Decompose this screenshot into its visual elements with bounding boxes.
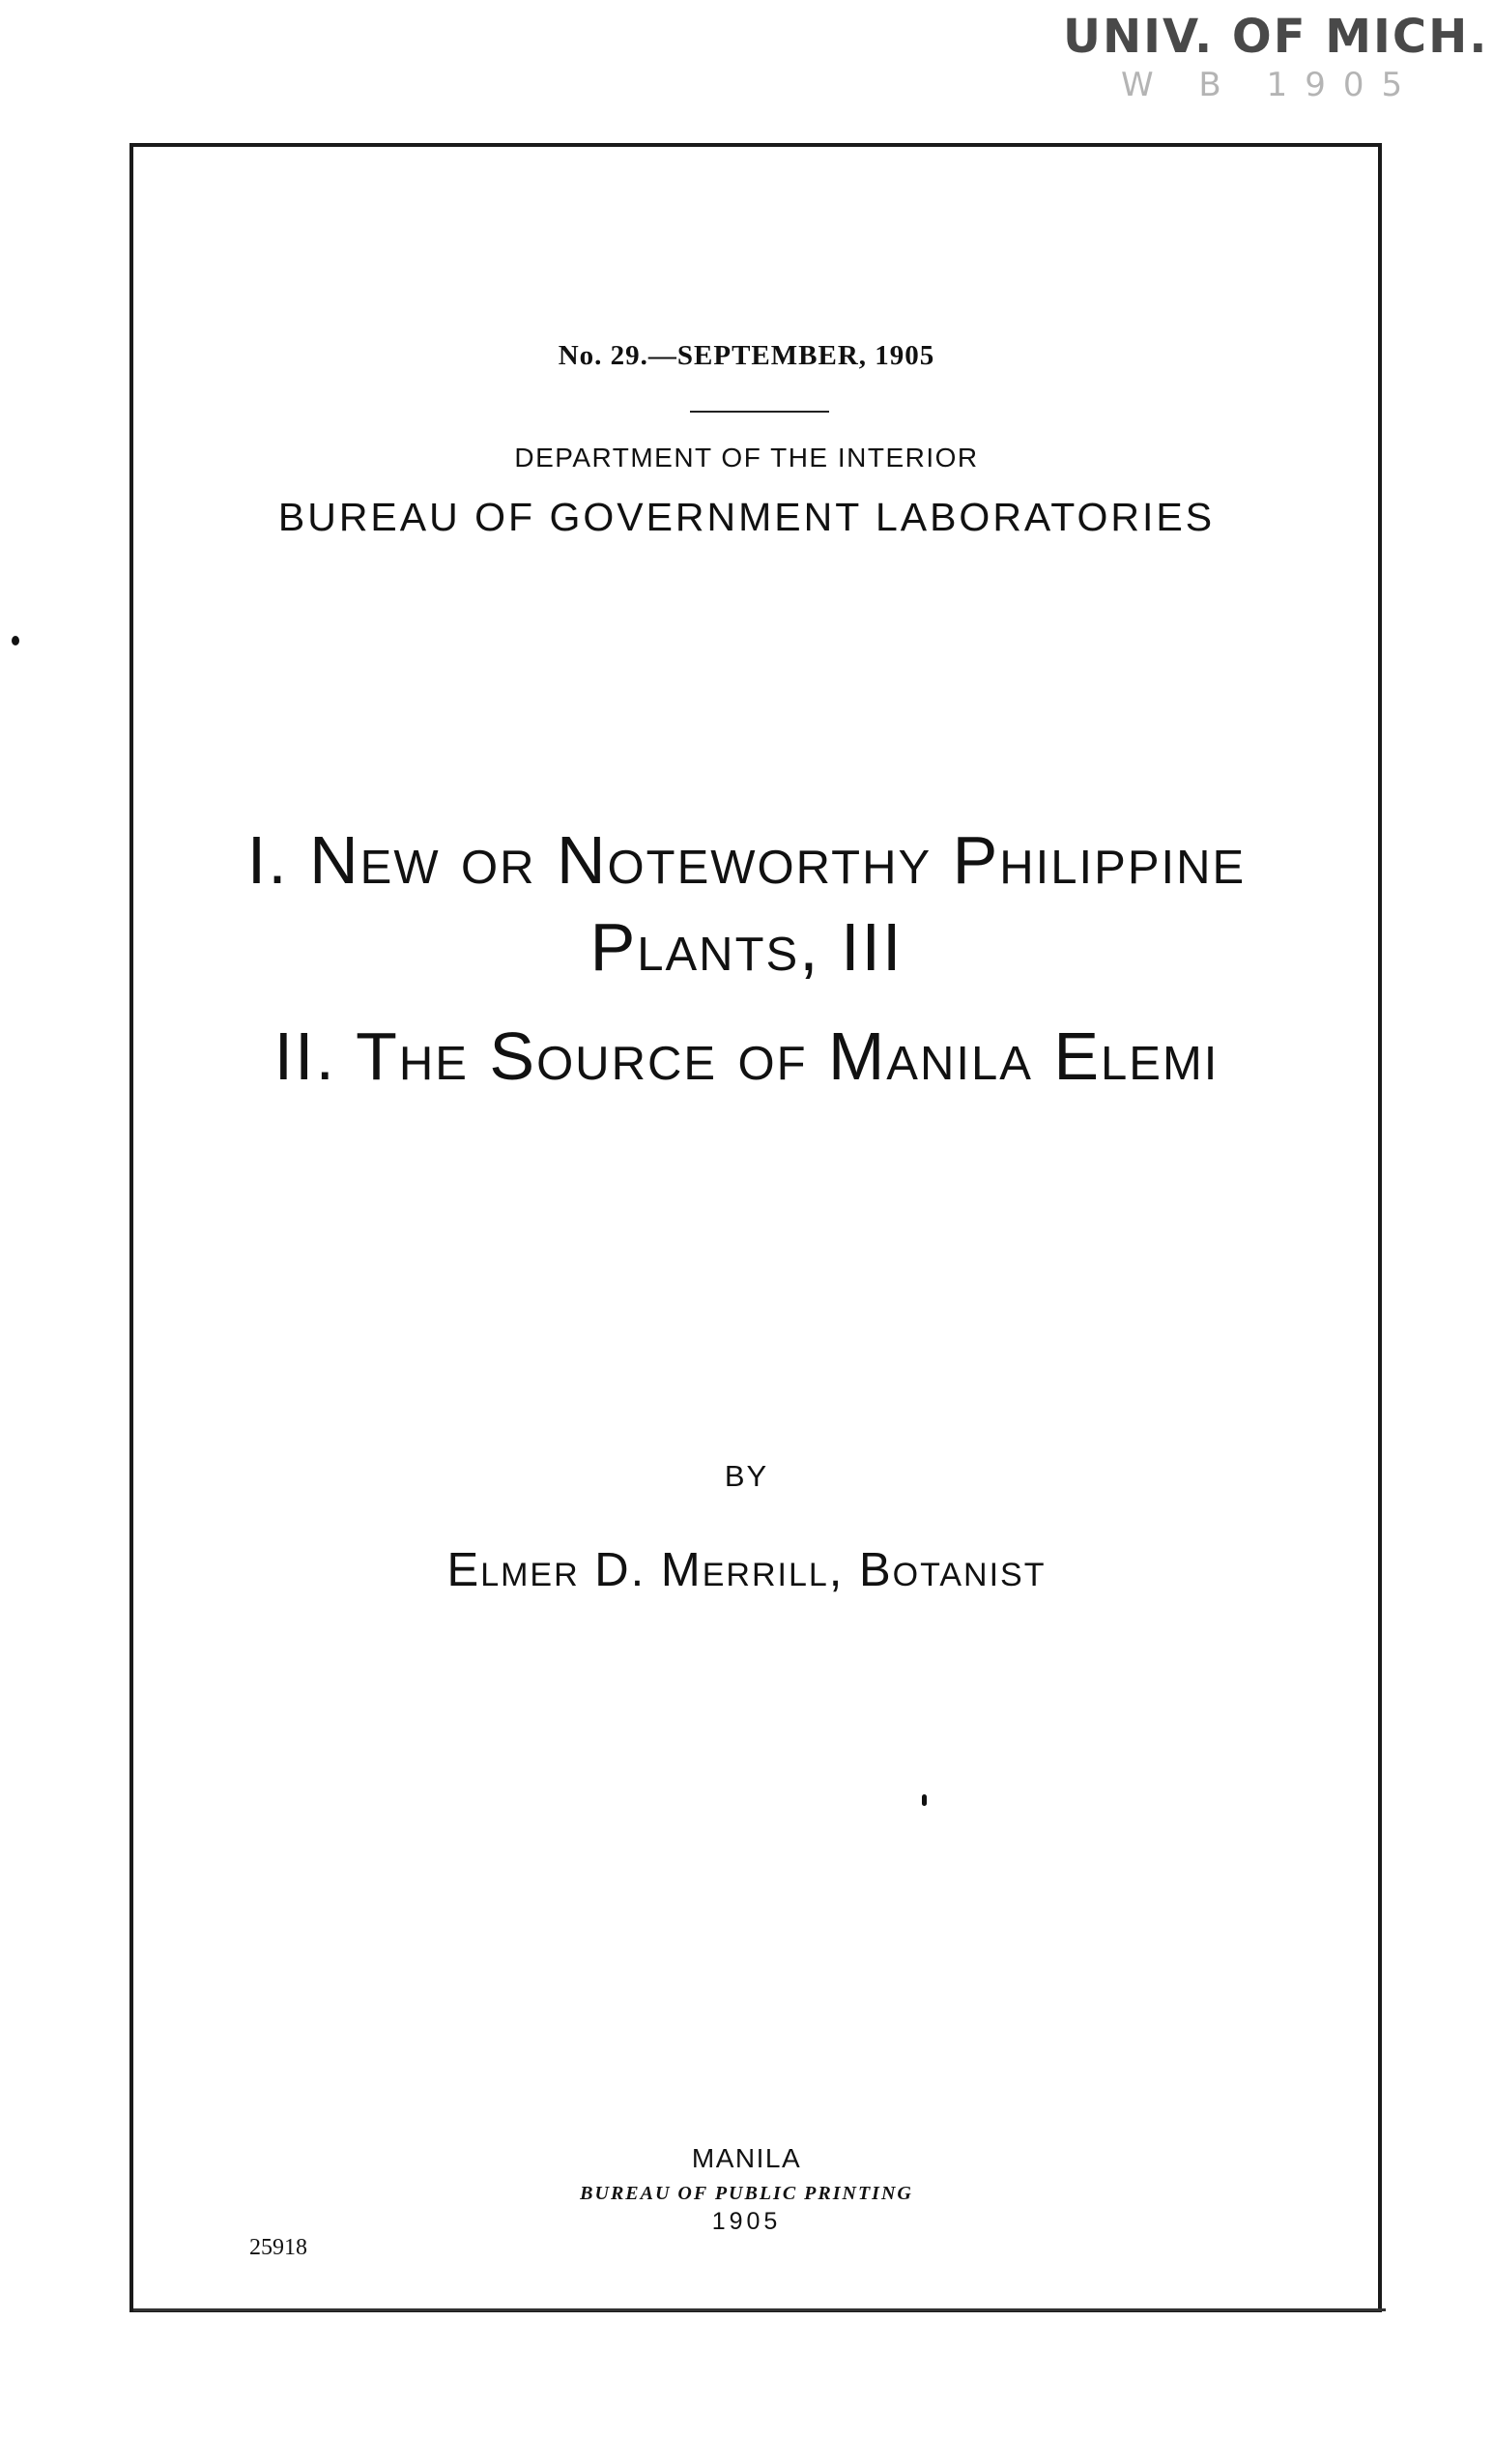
by-label: BY: [724, 1459, 769, 1493]
title-part-2: II. The Source of Manila Elemi: [273, 1018, 1220, 1094]
imprint-city: MANILA: [691, 2143, 802, 2173]
imprint-year: 1905: [711, 2208, 782, 2235]
imprint-printer: BUREAU OF PUBLIC PRINTING: [580, 2183, 913, 2204]
ink-speck: [12, 636, 19, 645]
issue-line: No. 29.—SEPTEMBER, 1905: [558, 340, 935, 371]
library-stamp: [1044, 10, 1489, 116]
document-number: 25918: [249, 2235, 307, 2260]
divider-rule: [690, 411, 829, 413]
department-name: DEPARTMENT OF THE INTERIOR: [514, 443, 979, 473]
stamp-line-2: W B 1905: [1121, 66, 1421, 104]
bureau-name: BUREAU OF GOVERNMENT LABORATORIES: [277, 495, 1216, 539]
stamp-line-1: UNIV. OF MICH.: [1063, 10, 1489, 64]
title-part-1-line-1: I. New or Noteworthy Philippine: [246, 822, 1247, 898]
title-part-1-line-2: Plants, III: [589, 909, 904, 985]
author-name: Elmer D. Merrill, Botanist: [446, 1544, 1047, 1596]
ink-speck: [922, 1794, 927, 1806]
page-border-shadow: [133, 2308, 1386, 2311]
